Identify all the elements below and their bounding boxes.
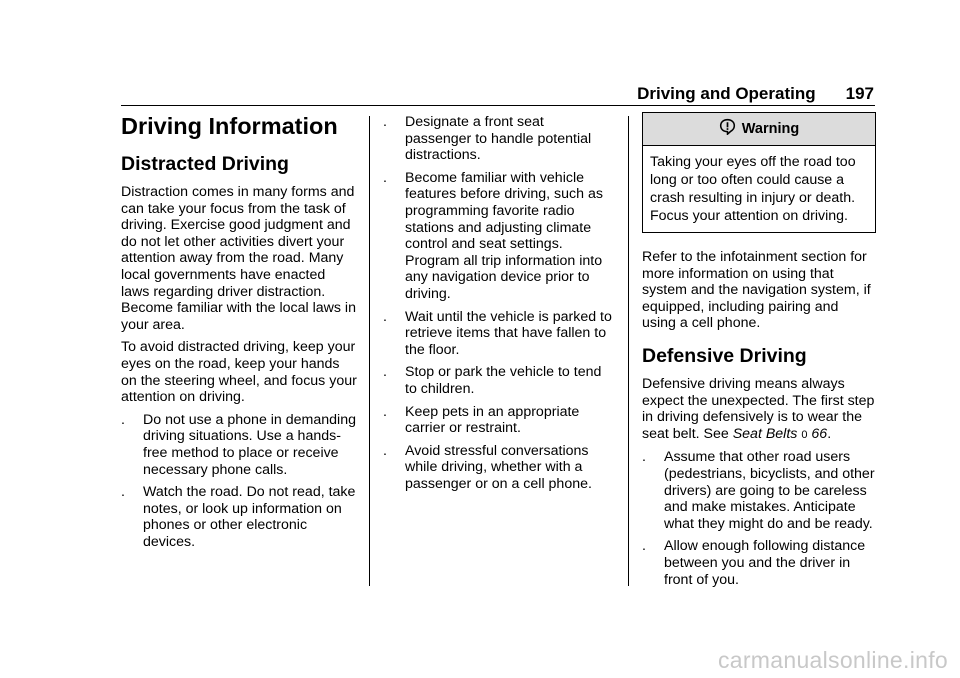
column-divider — [369, 116, 370, 586]
list-item — [383, 114, 613, 164]
list-item — [383, 364, 613, 397]
bullet-mark: . — [383, 114, 387, 130]
bullet-mark: . — [642, 449, 646, 466]
column-3 — [642, 112, 876, 594]
list-item-text: Watch the road. Do not read, take notes, or look up information on phones or other electronic devices. — [143, 484, 356, 550]
warning-label: Warning — [741, 120, 800, 137]
paragraph — [642, 376, 876, 443]
subsection-title: Distracted Driving — [121, 153, 289, 175]
warning-header — [643, 113, 875, 146]
list-item-text: Assume that other road users (pedestrians, bicyclists, and other drivers) are going to be careless and make mistakes. Anticipate what they might do and be ready. — [664, 449, 875, 532]
paragraph-end: . — [827, 425, 832, 442]
header-section-title: Driving and Operating — [637, 84, 816, 103]
bullet-mark: . — [383, 169, 387, 186]
watermark: carmanualsonline.info — [717, 647, 948, 673]
bullet-mark: . — [383, 442, 387, 459]
page-reference[interactable]: 66 — [811, 425, 828, 442]
section-title: Driving Information — [121, 113, 338, 139]
warning-box — [642, 112, 876, 233]
column-divider — [628, 116, 629, 586]
subsection-title: Defensive Driving — [642, 344, 807, 367]
bullet-mark: . — [121, 411, 125, 428]
column-2 — [383, 114, 613, 498]
page-number: 197 — [845, 84, 874, 103]
list-item — [383, 309, 613, 359]
list-item — [121, 484, 357, 550]
list-item-text: Stop or park the vehicle to tend to children. — [405, 364, 602, 397]
list-item — [642, 449, 876, 532]
paragraph: Refer to the infotainment section for more information on using that system and the navigation system, if equipped, including pairing and using a cell phone. — [642, 249, 871, 332]
list-item — [383, 170, 613, 303]
warning-text: Taking your eyes off the road too long or too often could cause a crash resulting in injury or death. Focus your attention on driving. — [650, 154, 856, 224]
list-item-text: Avoid stressful conversations while driving, whether with a passenger or on a cell phone. — [405, 442, 592, 492]
bullet-mark: . — [383, 308, 387, 325]
paragraph: Distraction comes in many forms and can take your focus from the task of driving. Exercise good judgment and do not let other activities divert your attention away from the road. Many local governments have enacted laws regarding driver distraction. Become familiar with the local laws in your area. — [121, 184, 356, 333]
list-item-text: Keep pets in an appropriate carrier or restraint. — [405, 403, 580, 437]
list-item-text: Do not use a phone in demanding driving situations. Use a hands-free method to place or receive necessary phone calls. — [143, 411, 356, 478]
bullet-mark: . — [121, 484, 125, 501]
bullet-mark: . — [383, 403, 387, 420]
header-rule — [121, 105, 875, 106]
bullet-mark: . — [383, 364, 387, 381]
page-ref-icon: 0 — [801, 428, 808, 441]
cross-reference-link[interactable]: Seat Belts — [732, 425, 798, 442]
list-item-text: Allow enough following distance between you and the driver in front of you. — [664, 538, 866, 588]
paragraph: To avoid distracted driving, keep your eyes on the road, keep your hands on the steering wheel, and focus your attention on driving. — [121, 339, 357, 406]
list-item-text: Become familiar with vehicle features before driving, such as programming favorite radio stations and adjusting climate control and seat settings. Program all trip information into any navigation device prior to driving. — [405, 169, 603, 302]
list-item — [383, 443, 613, 493]
paragraph-text: Defensive driving means always expect the unexpected. The first step in driving defensively is to wear the seat belt. See — [642, 375, 875, 442]
list-item-text: Wait until the vehicle is parked to retrieve items that have fallen to the floor. — [405, 308, 612, 358]
warning-icon — [719, 118, 736, 140]
list-item-text: Designate a front seat passenger to handle potential distractions. — [405, 114, 592, 164]
column-1 — [121, 112, 357, 556]
list-item — [121, 412, 357, 478]
list-item — [383, 404, 613, 437]
bullet-mark: . — [642, 538, 646, 555]
page-header — [637, 84, 874, 104]
list-item — [642, 538, 876, 588]
